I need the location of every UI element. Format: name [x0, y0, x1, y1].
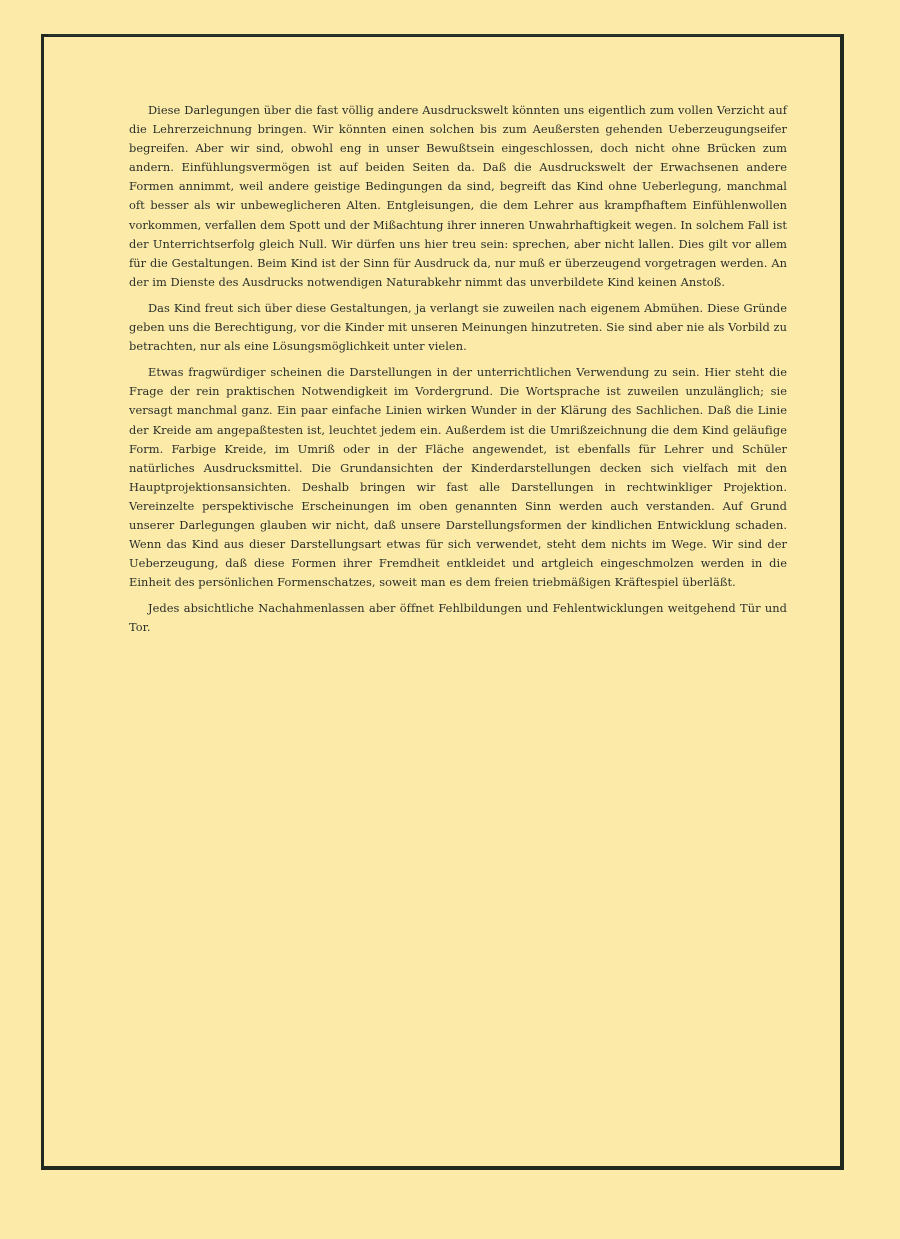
body-text: [129, 101, 787, 645]
paragraph: Das Kind freut sich über diese Gestaltungen, ja verlangt sie zuweilen nach eigenem Abmühen. Diese Gründe geben uns die Berechtigung, vor die Kinder mit unseren Meinungen hinzutreten. Sie sind aber nie als Vorbild zu betrachten, nur als eine Lösungsmöglichkeit unter vielen.: [129, 300, 787, 354]
paragraph: Etwas fragwürdiger scheinen die Darstellungen in der unterrichtlichen Verwendung zu sein. Hier steht die Frage der rein praktischen Notwendigkeit im Vordergrund. Die Wortsprache ist zuweilen unzulänglich; sie versagt manchmal ganz. Ein paar einfache Linien wirken Wunder in der Klärung des Sachlichen. Daß die Linie der Kreide am angepaßtesten ist, leuchtet jedem ein. Außerdem ist die Umrißzeichnung die dem Kind geläufige Form. Farbige Kreide, im Umriß oder in der Fläche angewendet, ist ebenfalls für Lehrer und Schüler natürliches Ausdrucksmittel. Die Grundansichten der Kinderdarstellungen decken sich vielfach mit den Hauptprojektionsansichten. Deshalb bringen wir fast alle Darstellungen in rechtwinkliger Projektion. Vereinzelte perspektivische Erscheinungen im oben genannten Sinn werden auch verstanden. Auf Grund unserer Darlegungen glauben wir nicht, daß unsere Darstellungsformen der kindlichen Entwicklung schaden. Wenn das Kind aus dieser Darstellungsart etwas für sich verwendet, steht dem nichts im Wege. Wir sind der Ueberzeugung, daß diese Formen ihrer Fremdheit entkleidet und artgleich eingeschmolzen werden in die Einheit des persönlichen Formenschatzes, soweit man es dem freien triebmäßigen Kräftespiel überläßt.: [129, 365, 787, 590]
paragraph: Jedes absichtliche Nachahmenlassen aber öffnet Fehlbildungen und Fehlentwicklungen weitgehend Tür und Tor.: [129, 601, 787, 635]
paragraph: Diese Darlegungen über die fast völlig andere Ausdruckswelt könnten uns eigentlich zum vollen Verzicht auf die Lehrerzeichnung bringen. Wir könnten einen solchen bis zum Aeußersten gehenden Ueberzeugungseifer begreifen. Aber wir sind, obwohl eng in unser Bewußtsein eingeschlossen, doch nicht ohne Brücken zum andern. Einfühlungsvermögen ist auf beiden Seiten da. Daß die Ausdruckswelt der Erwachsenen andere Formen annimmt, weil andere geistige Bedingungen da sind, begreift das Kind ohne Ueberlegung, manchmal oft besser als wir unbeweglicheren Alten. Entgleisungen, die dem Lehrer aus krampfhaftem Einfühlenwollen vorkommen, verfallen dem Spott und der Mißachtung ihrer inneren Unwahrhaftigkeit wegen. In solchem Fall ist der Unterrichtserfolg gleich Null. Wir dürfen uns hier treu sein: sprechen, aber nicht lallen. Dies gilt vor allem für die Gestaltungen. Beim Kind ist der Sinn für Ausdruck da, nur muß er überzeugend vorgetragen werden. An der im Dienste des Ausdrucks notwendigen Naturabkehr nimmt das unverbildete Kind keinen Anstoß.: [129, 103, 787, 289]
